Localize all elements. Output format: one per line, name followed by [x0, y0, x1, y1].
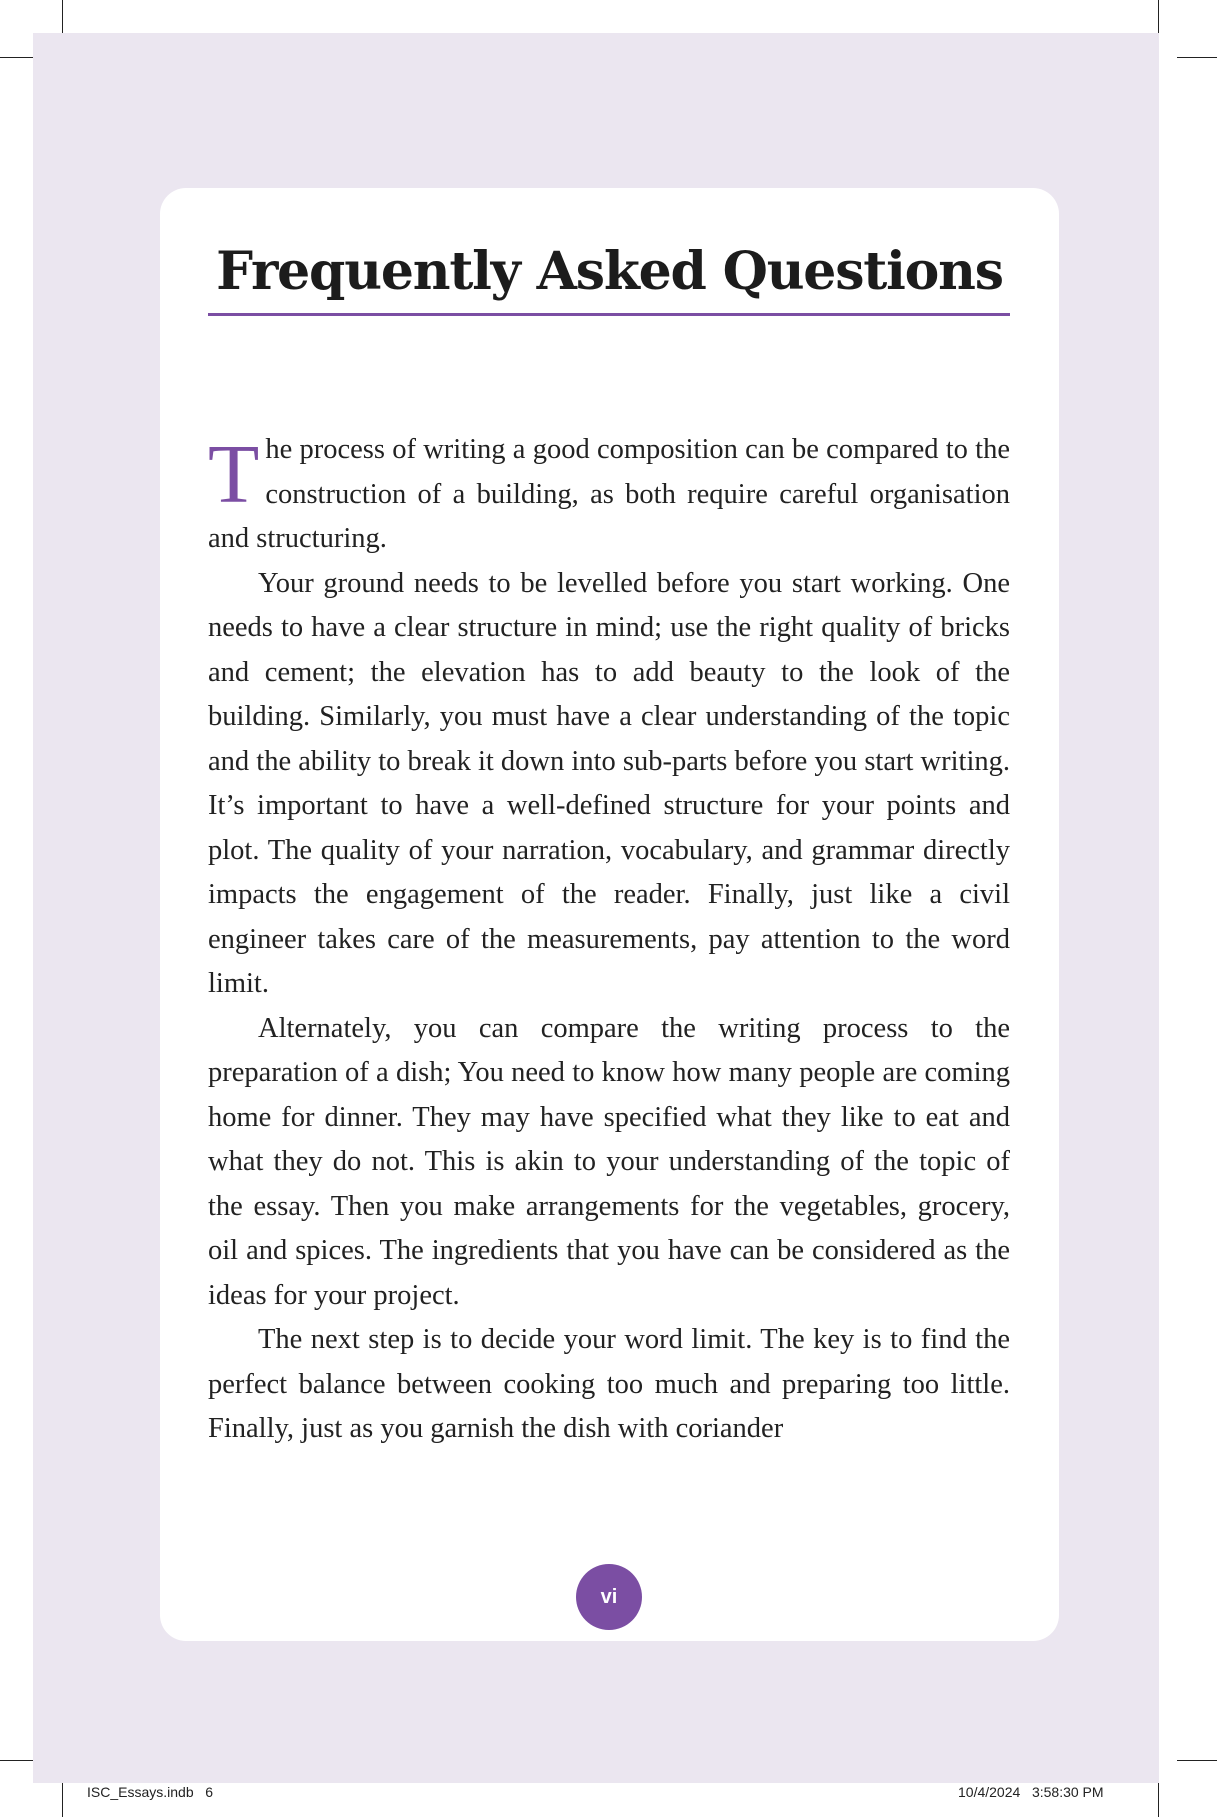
title-underline — [208, 313, 1010, 316]
slug-timestamp: 10/4/2024 3:58:30 PM — [958, 1784, 1104, 1800]
slug-filename: ISC_Essays.indb 6 — [87, 1784, 214, 1800]
paragraph-3: Alternately, you can compare the writing process to the preparation of a dish; You need to know how many people are coming home for dinner. They may have specified what they like to eat and what they do not. This is akin to your understanding of the topic of the essay. Then you make arrangements for the vegetables, grocery, oil and spices. The ingredients that you have can be considered as the ideas for your project. — [208, 1012, 1010, 1311]
crop-mark-bottom-right-h — [1177, 1760, 1217, 1761]
paragraph-1 — [208, 428, 1010, 562]
crop-mark-bottom-left-v — [62, 1777, 63, 1817]
drop-cap: T — [208, 428, 260, 521]
crop-mark-bottom-right-v — [1158, 1777, 1159, 1817]
page-number-badge: vi — [576, 1564, 642, 1630]
crop-mark-top-right-h — [1177, 57, 1217, 58]
paragraph-1-text: he process of writing a good composition can be compared to the construction of a building, as both require careful organisation and structuring. — [208, 434, 1010, 554]
body-text — [208, 428, 1010, 1452]
content-card — [160, 188, 1059, 1641]
paragraph-4: The next step is to decide your word limit. The key is to find the perfect balance between cooking too much and preparing too little. Finally, just as you garnish the dish with coriander — [208, 1324, 1010, 1444]
page-title: Frequently Asked Questions — [216, 241, 1003, 302]
paragraph-2: Your ground needs to be levelled before you start working. One needs to have a clear structure in mind; use the right quality of bricks and cement; the elevation has to add beauty to the look of the building. Similarly, you must have a clear understanding of the topic and the ability to break it down into sub-parts before you start writing. It’s important to have a well-defined structure for your points and plot. The quality of your narration, vocabulary, and grammar directly impacts the engagement of the reader. Finally, just like a civil engineer takes care of the measurements, pay attention to the word limit. — [208, 567, 1010, 999]
